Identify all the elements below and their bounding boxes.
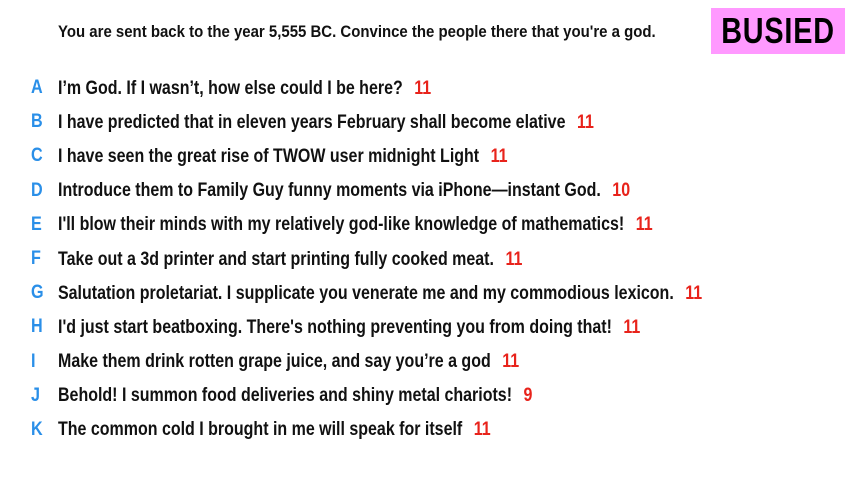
response-letter: F	[31, 248, 41, 270]
response-row	[0, 139, 853, 173]
response-score: 11	[635, 213, 653, 236]
status-tag	[711, 8, 845, 54]
response-row	[0, 71, 853, 105]
response-line	[58, 316, 640, 339]
response-text: Behold! I summon food deliveries and shiny metal chariots!	[58, 384, 513, 407]
status-tag-label: BUSIED	[721, 10, 835, 51]
response-row	[0, 310, 853, 344]
response-letter: C	[31, 145, 43, 167]
response-line	[58, 77, 431, 100]
response-line	[58, 384, 532, 407]
response-score: 11	[685, 281, 703, 304]
response-text: I'd just start beatboxing. There's nothing preventing you from doing that!	[58, 315, 612, 338]
response-row	[0, 174, 853, 208]
response-line	[58, 145, 508, 168]
response-row	[0, 345, 853, 379]
response-line	[58, 350, 519, 373]
response-letter: E	[31, 213, 42, 235]
response-score: 11	[490, 144, 508, 167]
response-text: I'll blow their minds with my relatively god-like knowledge of mathematics!	[58, 213, 625, 236]
response-text: Make them drink rotten grape juice, and say you’re a god	[58, 350, 491, 373]
response-list	[0, 71, 853, 447]
response-row	[0, 242, 853, 276]
response-letter: A	[31, 77, 43, 99]
response-score: 11	[473, 418, 491, 441]
response-letter: B	[31, 111, 43, 133]
response-line	[58, 111, 594, 134]
response-text: Take out a 3d printer and start printing fully cooked meat.	[58, 247, 494, 270]
response-row	[0, 413, 853, 447]
response-line	[58, 213, 653, 236]
response-text: Salutation proletariat. I supplicate you venerate me and my commodious lexicon.	[58, 281, 674, 304]
response-letter: D	[31, 179, 43, 201]
response-score: 11	[502, 350, 520, 373]
response-text: The common cold I brought in me will speak for itself	[58, 418, 463, 441]
response-letter: K	[31, 418, 43, 440]
response-line	[58, 282, 702, 305]
response-line	[58, 179, 630, 202]
response-score: 10	[612, 179, 631, 202]
response-score: 11	[576, 110, 594, 133]
response-letter: G	[31, 282, 44, 304]
response-text: I have predicted that in eleven years February shall become elative	[58, 110, 566, 133]
response-letter: H	[31, 316, 43, 338]
response-text: I’m God. If I wasn’t, how else could I be here?	[58, 76, 403, 99]
response-score: 9	[523, 384, 533, 407]
response-letter: I	[31, 350, 36, 372]
response-row	[0, 208, 853, 242]
response-score: 11	[505, 247, 523, 270]
response-line	[58, 248, 522, 271]
response-text: Introduce them to Family Guy funny moments via iPhone—instant God.	[58, 179, 601, 202]
response-row	[0, 105, 853, 139]
response-row	[0, 379, 853, 413]
prompt-text: You are sent back to the year 5,555 BC. Convince the people there that you're a god.	[58, 22, 656, 41]
response-score: 11	[414, 76, 432, 99]
response-letter: J	[31, 384, 40, 406]
response-text: I have seen the great rise of TWOW user midnight Light	[58, 144, 480, 167]
response-row	[0, 276, 853, 310]
response-score: 11	[623, 315, 641, 338]
response-line	[58, 418, 491, 441]
